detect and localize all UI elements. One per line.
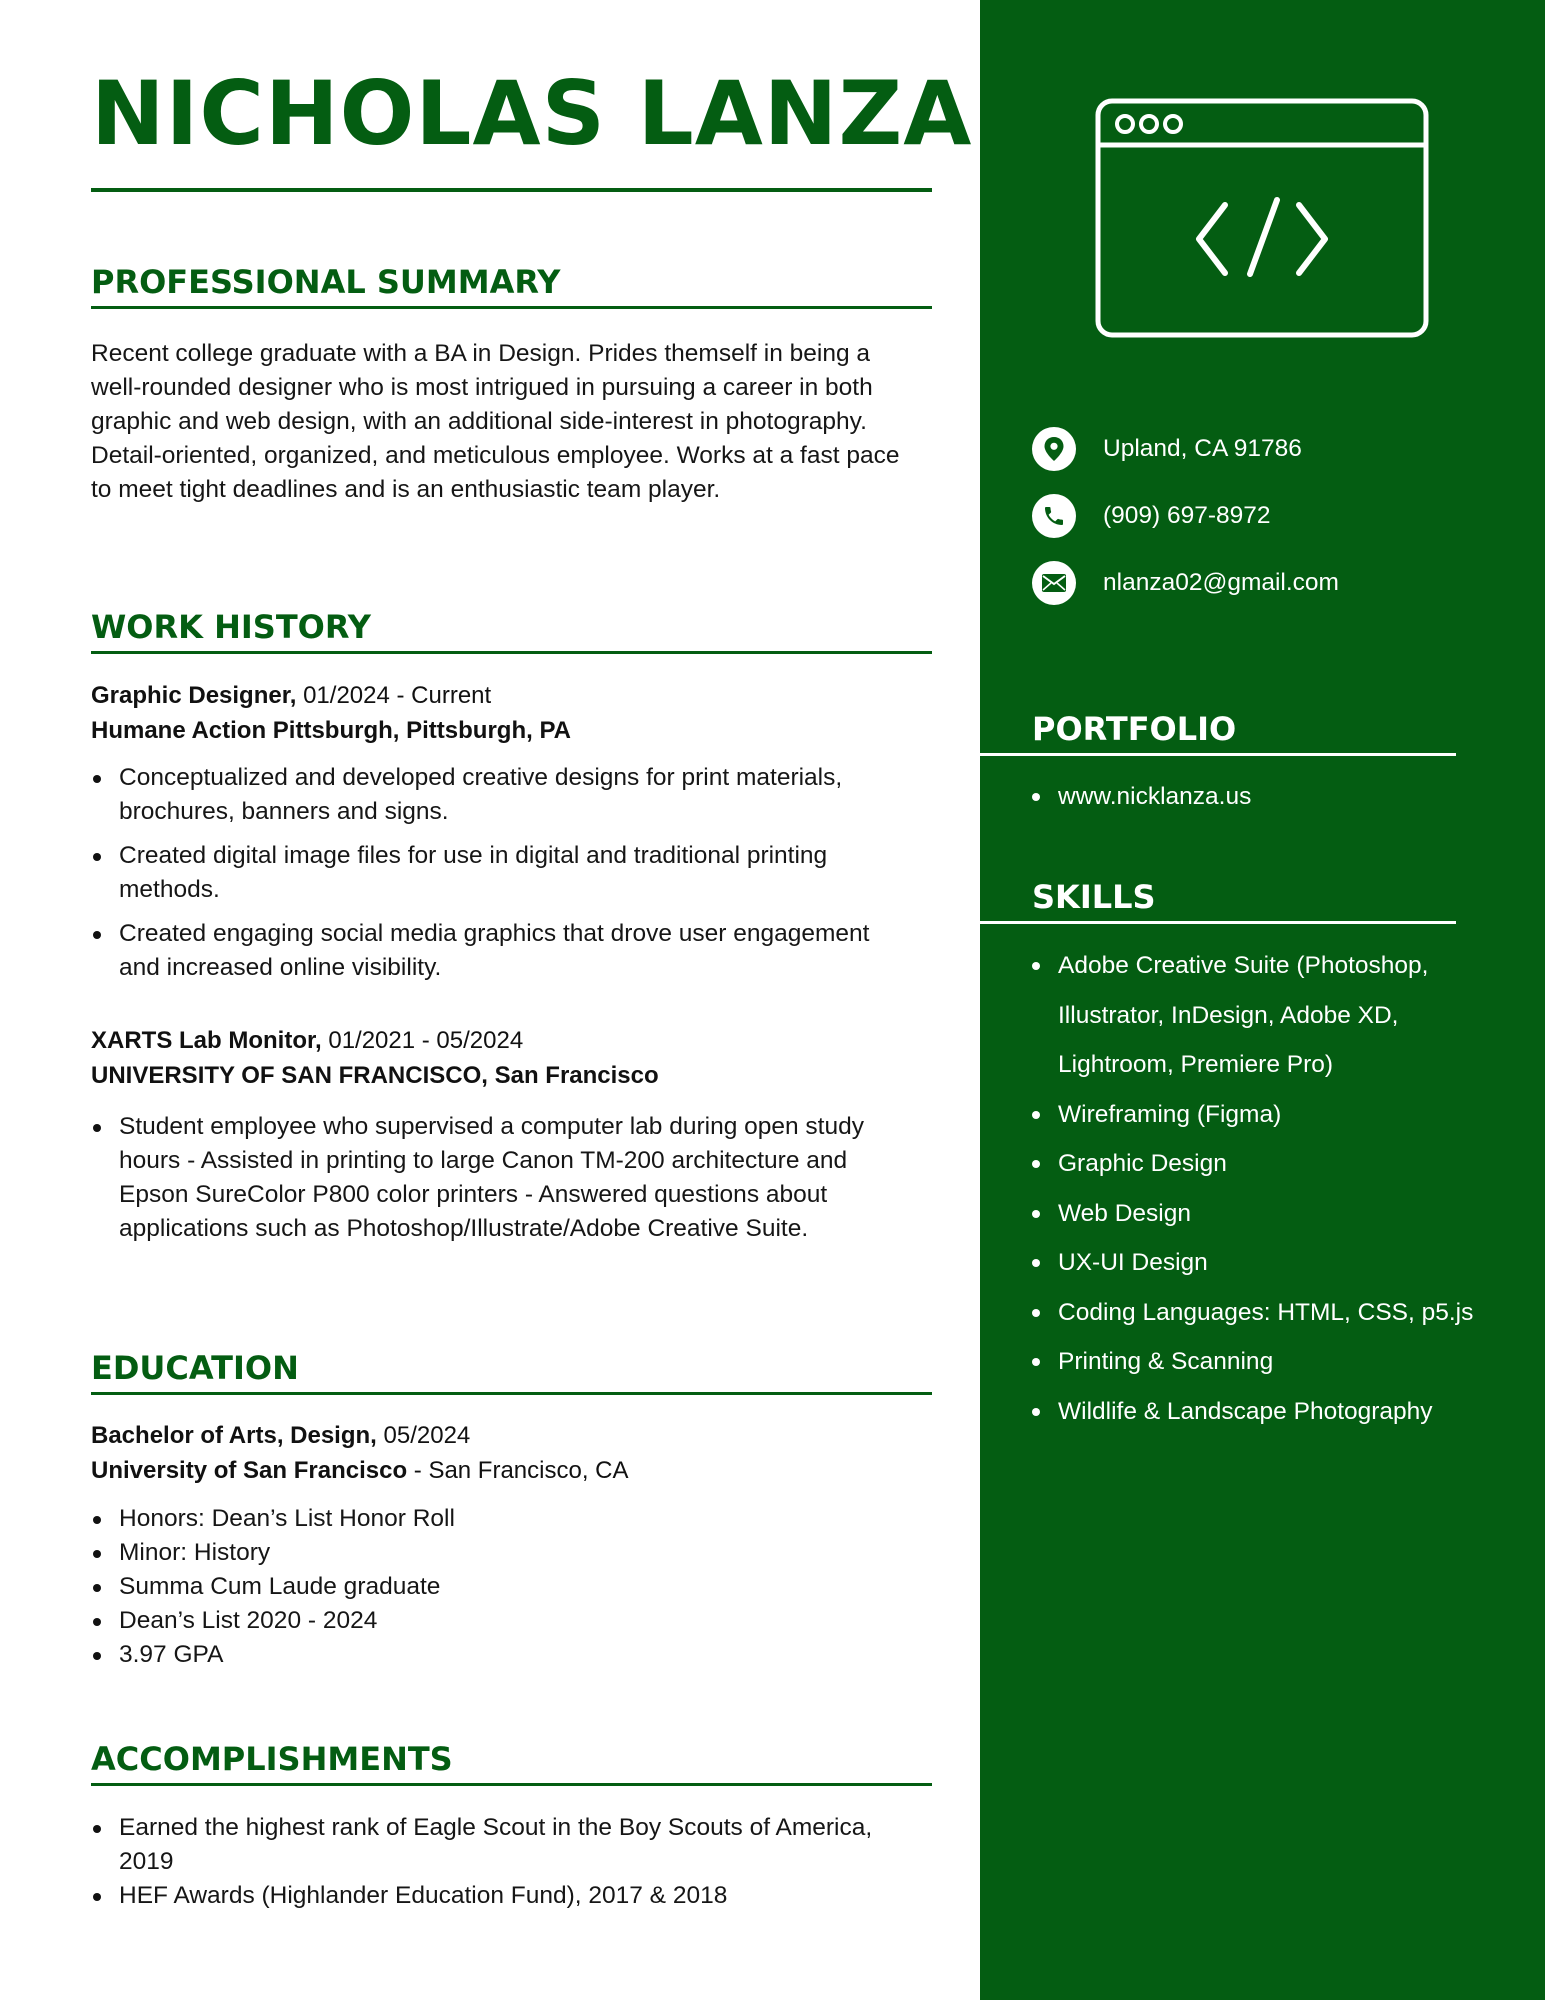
list-item: Graphic Design [1032, 1139, 1502, 1189]
job-2-header [91, 1023, 932, 1093]
contact-location [1032, 427, 1302, 471]
code-window-icon [1095, 98, 1429, 338]
school-name: University of San Francisco [91, 1457, 408, 1484]
job-2-bullets [91, 1110, 911, 1246]
portfolio-list [1032, 772, 1532, 822]
list-item: Web Design [1032, 1189, 1502, 1239]
list-item: Created digital image files for use in digital and traditional printing methods. [91, 839, 911, 907]
location-text: Upland, CA 91786 [1103, 435, 1302, 462]
skills-divider [980, 921, 1456, 924]
job-1-header [91, 678, 932, 748]
list-item: Conceptualized and developed creative designs for print materials, brochures, banners and signs. [91, 761, 911, 829]
list-item: Student employee who supervised a computer lab during open study hours - Assisted in printing to large Canon TM-200 architecture and Epson SureColor P800 color printers - Answered questions about applications such as Photoshop/Illustrate/Adobe Creative Suite. [91, 1110, 911, 1246]
accomplishments-heading: ACCOMPLISHMENTS [91, 1740, 453, 1778]
list-item: Dean’s List 2020 - 2024 [91, 1604, 911, 1638]
list-item: Honors: Dean’s List Honor Roll [91, 1502, 911, 1536]
degree-date: 05/2024 [376, 1422, 471, 1449]
list-item: Earned the highest rank of Eagle Scout in the Boy Scouts of America, 2019 [91, 1811, 911, 1879]
education-header [91, 1418, 932, 1488]
job-1-bullets [91, 761, 911, 995]
skills-list [1032, 941, 1502, 1436]
education-heading: EDUCATION [91, 1349, 299, 1387]
list-item: Adobe Creative Suite (Photoshop, Illustrator, InDesign, Adobe XD, Lightroom, Premiere Pro) [1032, 941, 1502, 1090]
job-2-title: XARTS Lab Monitor, [91, 1027, 322, 1054]
name-divider [91, 188, 932, 192]
list-item: Created engaging social media graphics that drove user engagement and increased online visibility. [91, 917, 911, 985]
contact-email [1032, 561, 1339, 605]
job-2-dates: 01/2021 - 05/2024 [321, 1027, 524, 1054]
list-item: Summa Cum Laude graduate [91, 1570, 911, 1604]
portfolio-heading: PORTFOLIO [1032, 710, 1237, 748]
phone-text[interactable]: (909) 697-8972 [1103, 502, 1271, 529]
list-item: Printing & Scanning [1032, 1337, 1502, 1387]
accomplishments-bullets [91, 1811, 911, 1913]
list-item: Minor: History [91, 1536, 911, 1570]
summary-text: Recent college graduate with a BA in Design. Prides themself in being a well-rounded designer who is most intrigued in pursuing a career in both graphic and web design, with an additional side-interest in photography. Detail-oriented, organized, and meticulous employee. Works at a fast pace to meet tight deadlines and is an enthusiastic team player. [91, 340, 900, 503]
school-location: - San Francisco, CA [407, 1457, 629, 1484]
list-item: Wireframing (Figma) [1032, 1090, 1502, 1140]
list-item: 3.97 GPA [91, 1638, 911, 1672]
list-item: HEF Awards (Highlander Education Fund), 2017 & 2018 [91, 1879, 911, 1913]
degree: Bachelor of Arts, Design, [91, 1422, 377, 1449]
list-item: Coding Languages: HTML, CSS, p5.js [1032, 1288, 1502, 1338]
job-1-dates: 01/2024 - Current [296, 682, 492, 709]
location-pin-icon [1032, 427, 1076, 471]
job-1-title: Graphic Designer, [91, 682, 297, 709]
skills-heading: SKILLS [1032, 878, 1156, 916]
work-divider [91, 651, 932, 654]
portfolio-divider [980, 753, 1456, 756]
email-text[interactable]: nlanza02@gmail.com [1103, 569, 1339, 596]
accomplishments-divider [91, 1783, 932, 1786]
job-2-org: UNIVERSITY OF SAN FRANCISCO, San Francisco [91, 1062, 659, 1089]
portfolio-link[interactable]: www.nicklanza.us [1032, 772, 1532, 822]
education-bullets [91, 1502, 911, 1672]
summary-divider [91, 306, 932, 309]
list-item: UX-UI Design [1032, 1238, 1502, 1288]
education-divider [91, 1392, 932, 1395]
candidate-name: NICHOLAS LANZA [91, 62, 973, 165]
job-1-org: Humane Action Pittsburgh, Pittsburgh, PA [91, 717, 571, 744]
mail-icon [1032, 561, 1076, 605]
summary-heading: PROFESSIONAL SUMMARY [91, 263, 561, 301]
contact-phone [1032, 494, 1271, 538]
phone-icon [1032, 494, 1076, 538]
list-item: Wildlife & Landscape Photography [1032, 1387, 1502, 1437]
work-heading: WORK HISTORY [91, 608, 371, 646]
